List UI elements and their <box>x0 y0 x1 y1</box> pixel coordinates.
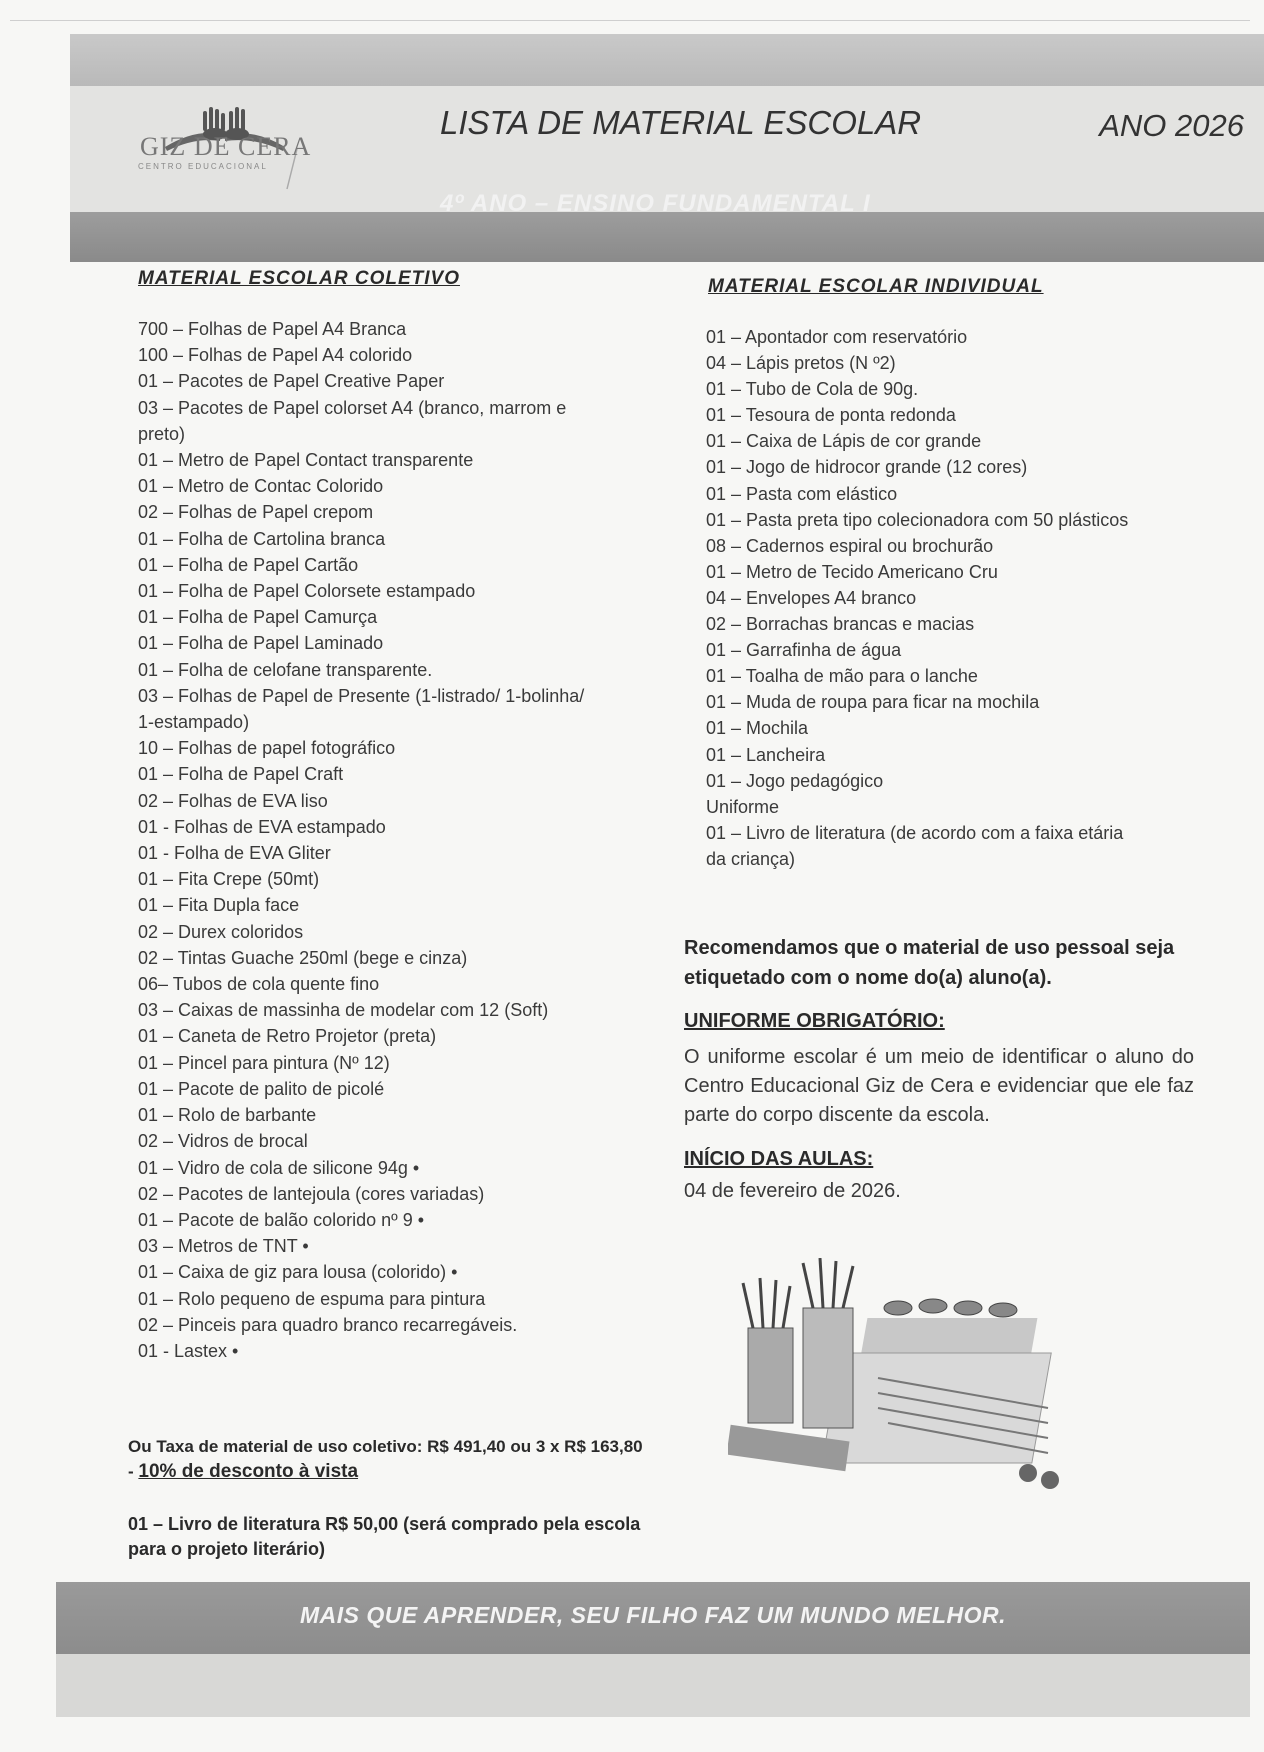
collective-fee-text: Ou Taxa de material de uso coletivo: R$ 491,40 ou 3 x R$ 163,80 - <box>128 1437 643 1481</box>
list-item: 01 – Lancheira <box>706 744 826 765</box>
list-item: 01 – Rolo pequeno de espuma para pintura <box>138 1288 486 1309</box>
logo-subtext: CENTRO EDUCACIONAL <box>138 162 268 171</box>
page-top-rule <box>10 20 1250 21</box>
individual-list <box>680 324 1205 872</box>
grade-subtitle: 4º ANO – ENSINO FUNDAMENTAL I <box>440 190 871 217</box>
list-item: 08 – Cadernos espiral ou brochurão <box>706 535 994 556</box>
list-item: 02 – Folhas de Papel crepom <box>138 502 374 523</box>
list-item: 01 – Fita Dupla face <box>138 895 300 916</box>
list-item: 02 – Pacotes de lantejoula (cores variadas) <box>138 1183 485 1204</box>
list-item: 01 – Fita Crepe (50mt) <box>138 869 320 890</box>
list-item: 04 – Lápis pretos (N º2) <box>706 353 896 374</box>
list-item: 03 – Pacotes de Papel colorset A4 (branco, marrom e <box>138 397 567 418</box>
list-item: 01 – Folha de celofane transparente. <box>138 659 433 680</box>
list-item: 01 – Metro de Papel Contact transparente <box>138 450 474 471</box>
collective-fee-note <box>128 1434 648 1484</box>
list-item: 01 – Toalha de mão para o lanche <box>706 666 978 687</box>
list-item: 01 – Garrafinha de água <box>706 640 902 661</box>
list-item: 1-estampado) <box>138 712 250 733</box>
list-item: 700 – Folhas de Papel A4 Branca <box>138 319 407 339</box>
list-item: 01 – Folha de Papel Cartão <box>138 554 359 575</box>
list-item: 01 - Folha de EVA Gliter <box>138 843 331 864</box>
list-item: 01 – Tubo de Cola de 90g. <box>706 379 919 400</box>
list-item: 01 – Rolo de barbante <box>138 1105 317 1126</box>
list-item: da criança) <box>706 848 796 869</box>
list-item: 04 – Envelopes A4 branco <box>706 587 917 608</box>
list-item: 02 – Tintas Guache 250ml (bege e cinza) <box>138 947 468 968</box>
list-item: 01 – Vidro de cola de silicone 94g • <box>138 1157 420 1178</box>
footer-slogan: MAIS QUE APRENDER, SEU FILHO FAZ UM MUNDO MELHOR. <box>300 1602 1006 1628</box>
page-title: LISTA DE MATERIAL ESCOLAR <box>440 104 922 141</box>
list-item: 03 – Caixas de massinha de modelar com 12 (Soft) <box>138 1000 549 1021</box>
list-item: 01 – Caneta de Retro Projetor (preta) <box>138 1026 437 1047</box>
classes-start-heading: INÍCIO DAS AULAS: <box>684 1148 874 1170</box>
list-item: 01 – Folha de Papel Camurça <box>138 607 378 628</box>
list-item: 01 – Mochila <box>706 718 809 739</box>
list-item: 02 – Pinceis para quadro branco recarregáveis. <box>138 1314 518 1335</box>
list-item: 01 – Folha de Papel Laminado <box>138 633 384 654</box>
logo-text: GIZ DE CERA <box>140 132 312 161</box>
list-item: 01 – Metro de Contac Colorido <box>138 476 384 497</box>
list-item: 100 – Folhas de Papel A4 colorido <box>138 345 413 366</box>
list-item: 01 – Pacotes de Papel Creative Paper <box>138 371 445 392</box>
collective-list <box>128 316 648 1364</box>
uniform-text: O uniforme escolar é um meio de identificar o aluno do Centro Educacional Giz de Cera e evidenciar que ele faz parte do corpo discente da escola. <box>684 1046 1194 1126</box>
list-item: 06– Tubos de cola quente fino <box>138 974 380 995</box>
list-item: Uniforme <box>706 796 780 817</box>
list-item: 02 – Vidros de brocal <box>138 1131 308 1152</box>
classes-start-date: 04 de fevereiro de 2026. <box>684 1180 901 1202</box>
list-item: 01 – Pasta preta tipo colecionadora com 50 plásticos <box>706 509 1129 530</box>
list-item: 10 – Folhas de papel fotográfico <box>138 738 396 759</box>
list-item: 01 – Caixa de Lápis de cor grande <box>706 431 982 452</box>
list-item: 01 – Folha de Cartolina branca <box>138 528 386 549</box>
literature-book-note: 01 – Livro de literatura R$ 50,00 (será comprado pela escola para o projeto literário) <box>128 1514 641 1559</box>
list-item: 01 – Jogo pedagógico <box>706 770 884 791</box>
list-item: 01 – Pasta com elástico <box>706 483 898 504</box>
year-label: ANO 2026 <box>1099 108 1244 143</box>
list-item: 02 – Borrachas brancas e macias <box>706 614 975 635</box>
cash-discount-text: 10% de desconto à vista <box>138 1461 359 1482</box>
list-item: 01 – Livro de literatura (de acordo com a faixa etária <box>706 822 1124 843</box>
list-item: preto) <box>138 423 186 444</box>
list-item: 01 – Caixa de giz para lousa (colorido) • <box>138 1262 458 1283</box>
list-item: 01 - Folhas de EVA estampado <box>138 816 386 837</box>
list-item: 01 – Metro de Tecido Americano Cru <box>706 561 998 582</box>
footer-banner <box>56 1582 1250 1717</box>
list-item: 01 – Muda de roupa para ficar na mochila <box>706 692 1040 713</box>
header-banner <box>70 34 1264 244</box>
school-supplies-illustration-icon <box>728 1258 1138 1498</box>
list-item: 01 – Pacote de balão colorido nº 9 • <box>138 1209 425 1230</box>
recommendation-note: Recomendamos que o material de uso pessoal seja etiquetado com o nome do(a) aluno(a). <box>684 937 1175 989</box>
list-item: 01 - Lastex • <box>138 1340 239 1361</box>
list-item: 01 – Folha de Papel Craft <box>138 764 344 785</box>
collective-heading: MATERIAL ESCOLAR COLETIVO <box>138 268 460 289</box>
list-item: 02 – Folhas de EVA liso <box>138 790 328 811</box>
list-item: 02 – Durex coloridos <box>138 921 304 942</box>
list-item: 01 – Tesoura de ponta redonda <box>706 405 956 426</box>
list-item: 01 – Apontador com reservatório <box>706 327 968 347</box>
list-item: 01 – Folha de Papel Colorsete estampado <box>138 581 476 602</box>
individual-material-column <box>680 276 1205 872</box>
uniform-heading: UNIFORME OBRIGATÓRIO: <box>684 1010 945 1032</box>
individual-heading: MATERIAL ESCOLAR INDIVIDUAL <box>708 276 1044 297</box>
list-item: 03 – Folhas de Papel de Presente (1-listrado/ 1-bolinha/ <box>138 685 585 706</box>
list-item: 01 – Jogo de hidrocor grande (12 cores) <box>706 457 1028 478</box>
collective-material-column <box>128 268 648 1364</box>
list-item: 01 – Pincel para pintura (Nº 12) <box>138 1052 390 1073</box>
list-item: 01 – Pacote de palito de picolé <box>138 1078 385 1099</box>
list-item: 03 – Metros de TNT • <box>138 1236 309 1257</box>
